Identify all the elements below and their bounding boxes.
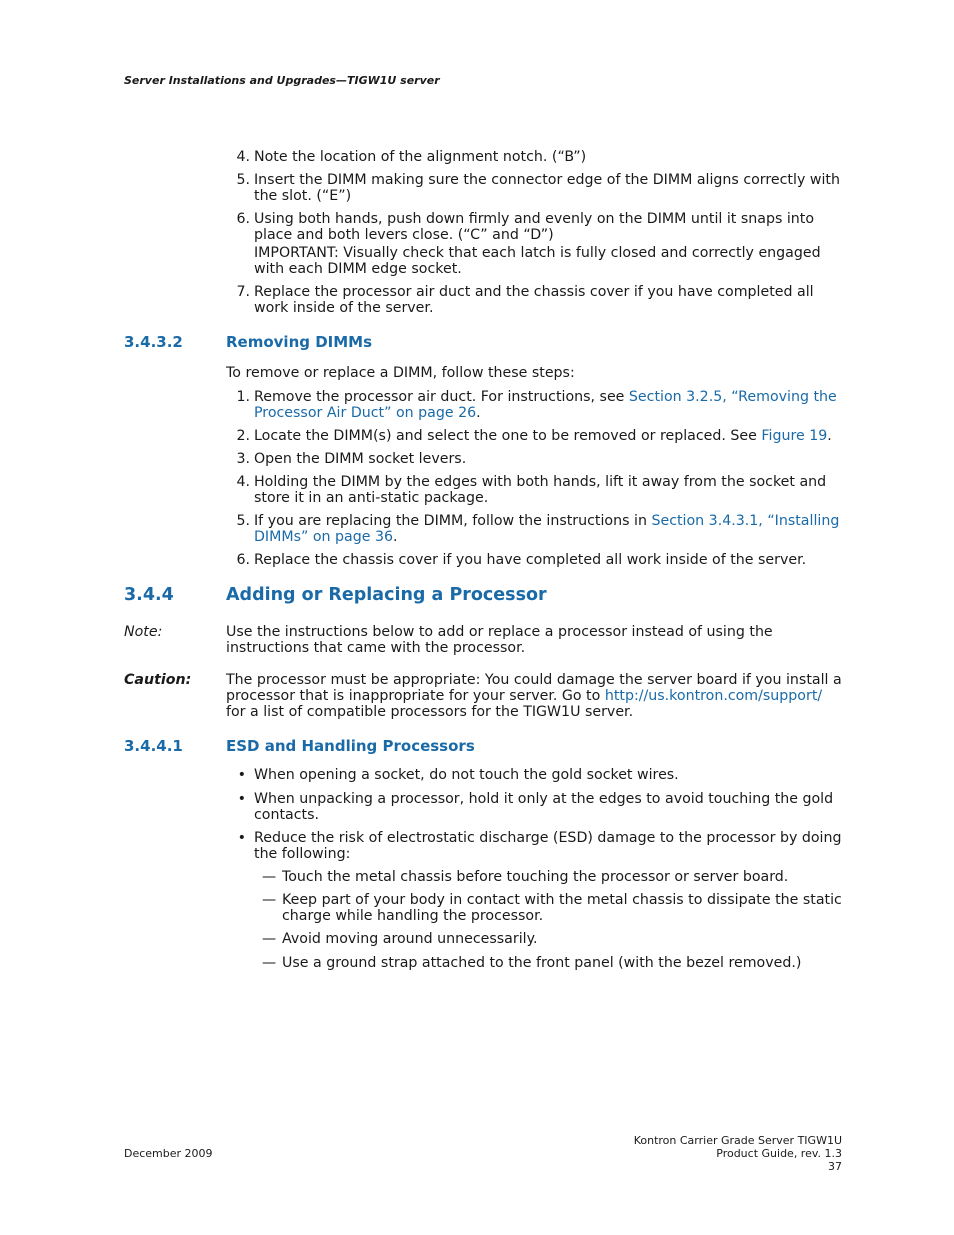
running-header: Server Installations and Upgrades—TIGW1U server bbox=[124, 74, 440, 87]
step-number: 7. bbox=[236, 284, 250, 300]
step-text-part: . bbox=[827, 428, 832, 444]
support-url-link[interactable]: http://us.kontron.com/support/ bbox=[604, 688, 823, 704]
footer-product bbox=[634, 1134, 842, 1173]
caution-text bbox=[226, 672, 846, 720]
bullet-icon: • bbox=[237, 791, 246, 807]
caution-label: Caution: bbox=[124, 672, 192, 688]
step-number: 2. bbox=[236, 428, 250, 444]
sub-item-text: Touch the metal chassis before touching the processor or server board. bbox=[282, 869, 789, 885]
step-text-part: If you are replacing the DIMM, follow the instructions in bbox=[254, 513, 652, 529]
step-text: Insert the DIMM making sure the connector edge of the DIMM aligns correctly with the slot. (“E”) bbox=[254, 172, 840, 204]
step-text-part: Locate the DIMM(s) and select the one to be removed or replaced. See bbox=[254, 428, 762, 444]
bullet-icon: • bbox=[237, 830, 246, 846]
step-number: 6. bbox=[236, 211, 250, 227]
sub-item-text: Avoid moving around unnecessarily. bbox=[282, 931, 538, 947]
note-text: Use the instructions below to add or replace a processor instead of using the instructions that came with the processor. bbox=[226, 624, 773, 656]
dash-icon: — bbox=[262, 931, 277, 947]
bullet-text: When opening a socket, do not touch the gold socket wires. bbox=[254, 767, 679, 783]
step-text-part: . bbox=[393, 529, 398, 545]
important-note: IMPORTANT: Visually check that each latch is fully closed and correctly engaged with each DIMM edge socket. bbox=[254, 245, 821, 277]
step-number: 5. bbox=[236, 172, 250, 188]
bullet-icon: • bbox=[237, 767, 246, 783]
step-text: Holding the DIMM by the edges with both hands, lift it away from the socket and store it in an anti-static package. bbox=[254, 474, 827, 506]
section-intro: To remove or replace a DIMM, follow these steps: bbox=[226, 365, 575, 381]
step-text bbox=[254, 513, 842, 545]
step-number: 1. bbox=[236, 389, 250, 405]
dash-icon: — bbox=[262, 892, 277, 908]
bullet-text: Reduce the risk of electrostatic discharge (ESD) damage to the processor by doing the following: bbox=[254, 830, 842, 862]
step-text bbox=[254, 389, 842, 421]
section-number: 3.4.4.1 bbox=[124, 737, 183, 755]
step-number: 5. bbox=[236, 513, 250, 529]
footer-product-line: Product Guide, rev. 1.3 bbox=[716, 1147, 842, 1160]
figure-link[interactable]: Figure 19 bbox=[761, 428, 828, 444]
footer-date: December 2009 bbox=[124, 1147, 213, 1160]
step-number: 3. bbox=[236, 451, 250, 467]
step-text: Replace the processor air duct and the chassis cover if you have completed all work inside of the server. bbox=[254, 284, 814, 316]
step-text: Replace the chassis cover if you have completed all work inside of the server. bbox=[254, 552, 807, 568]
step-text: Open the DIMM socket levers. bbox=[254, 451, 467, 467]
section-title: Adding or Replacing a Processor bbox=[226, 585, 547, 605]
step-text: Note the location of the alignment notch. (“B”) bbox=[254, 149, 587, 165]
step-text bbox=[254, 428, 842, 444]
dash-icon: — bbox=[262, 955, 277, 971]
caution-text-part: The processor must be appropriate: You could damage the server board if you install a processor that is inappropriate for your server. Go to bbox=[226, 672, 842, 704]
step-text-part: Remove the processor air duct. For instructions, see bbox=[254, 389, 629, 405]
dash-icon: — bbox=[262, 869, 277, 885]
note-label: Note: bbox=[124, 624, 163, 640]
section-number: 3.4.4 bbox=[124, 585, 174, 605]
cross-reference-link[interactable]: Section 3.2.5, “Removing the Processor Air Duct” on page 26 bbox=[254, 389, 837, 421]
step-number: 6. bbox=[236, 552, 250, 568]
sub-item-text: Use a ground strap attached to the front panel (with the bezel removed.) bbox=[282, 955, 802, 971]
bullet-text: When unpacking a processor, hold it only at the edges to avoid touching the gold contacts. bbox=[254, 791, 834, 823]
cross-reference-link[interactable]: Section 3.4.3.1, “Installing DIMMs” on page 36 bbox=[254, 513, 840, 545]
step-number: 4. bbox=[236, 149, 250, 165]
page-number: 37 bbox=[828, 1160, 842, 1173]
section-title: ESD and Handling Processors bbox=[226, 737, 475, 755]
sub-item-text: Keep part of your body in contact with the metal chassis to dissipate the static charge while handling the processor. bbox=[282, 892, 842, 924]
step-number: 4. bbox=[236, 474, 250, 490]
section-number: 3.4.3.2 bbox=[124, 333, 183, 351]
section-title: Removing DIMMs bbox=[226, 333, 373, 351]
step-text: Using both hands, push down firmly and evenly on the DIMM until it snaps into place and both levers close. (“C” and “D”) bbox=[254, 211, 815, 243]
step-text-part: . bbox=[476, 405, 481, 421]
caution-text-part: for a list of compatible processors for the TIGW1U server. bbox=[226, 704, 634, 720]
footer-product-line: Kontron Carrier Grade Server TIGW1U bbox=[633, 1134, 842, 1147]
